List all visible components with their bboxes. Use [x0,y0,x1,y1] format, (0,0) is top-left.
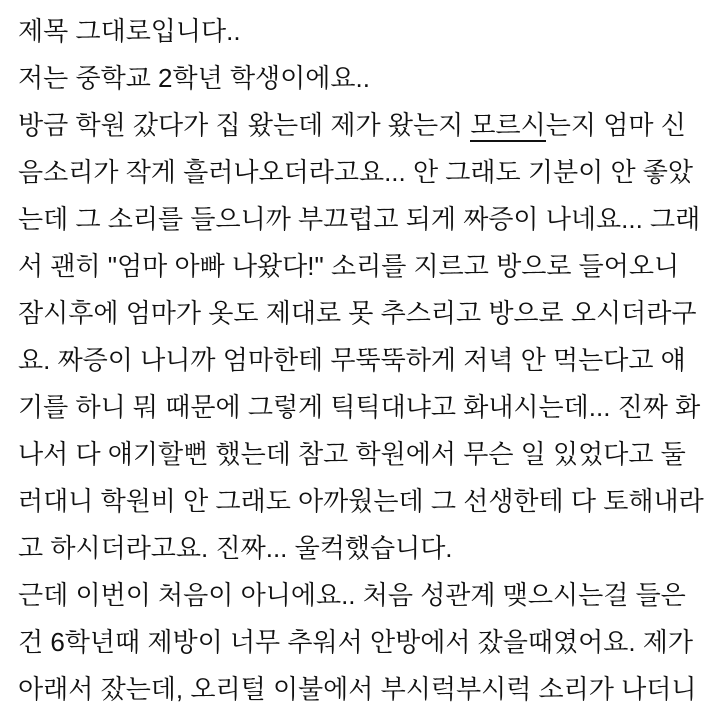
text-line: 음소리가 작게 흘러나오더라고요... 안 그래도 기분이 안 좋았 [18,157,694,187]
text-line [18,102,705,149]
text-segment: 방금 학원 갔다가 집 왔는데 제가 왔는지 [18,110,471,140]
text-line: 서 괜히 "엄마 아빠 나왔다!" 소리를 지르고 방으로 들어오니 [18,251,680,281]
text-line: 근데 이번이 처음이 아니에요.. 처음 성관계 맺으시는걸 들은 [18,580,686,610]
text-line: 나서 다 얘기할뻔 했는데 참고 학원에서 무슨 일 있었다고 둘 [18,439,686,469]
text-line: 는데 그 소리를 들으니까 부끄럽고 되게 짜증이 나네요... 그래 [18,204,701,234]
text-line: 요. 짜증이 나니까 엄마한테 무뚝뚝하게 저녁 안 먹는다고 얘 [18,345,686,375]
post-title-line: 제목 그대로입니다.. [18,16,241,46]
text-line: 건 6학년때 제방이 너무 추워서 안방에서 잤을때였어요. 제가 [18,627,694,657]
text-line: 고 하시더라고요. 진짜... 울컥했습니다. [18,533,453,563]
text-line: 잠시후에 엄마가 옷도 제대로 못 추스리고 방으로 오시더라구 [18,298,697,328]
text-line: 기를 하니 뭐 때문에 그렇게 틱틱대냐고 화내시는데... 진짜 화 [18,392,701,422]
spellcheck-underlined-text: 모르시 [470,110,546,140]
text-segment: 는지 엄마 신 [545,110,686,140]
text-line: 저는 중학교 2학년 학생이에요.. [18,63,370,93]
text-line: 러대니 학원비 안 그래도 아까웠는데 그 선생한테 다 토해내라 [18,486,704,516]
text-line: 아래서 잤는데, 오리털 이불에서 부시럭부시럭 소리가 나더니 [18,674,697,704]
